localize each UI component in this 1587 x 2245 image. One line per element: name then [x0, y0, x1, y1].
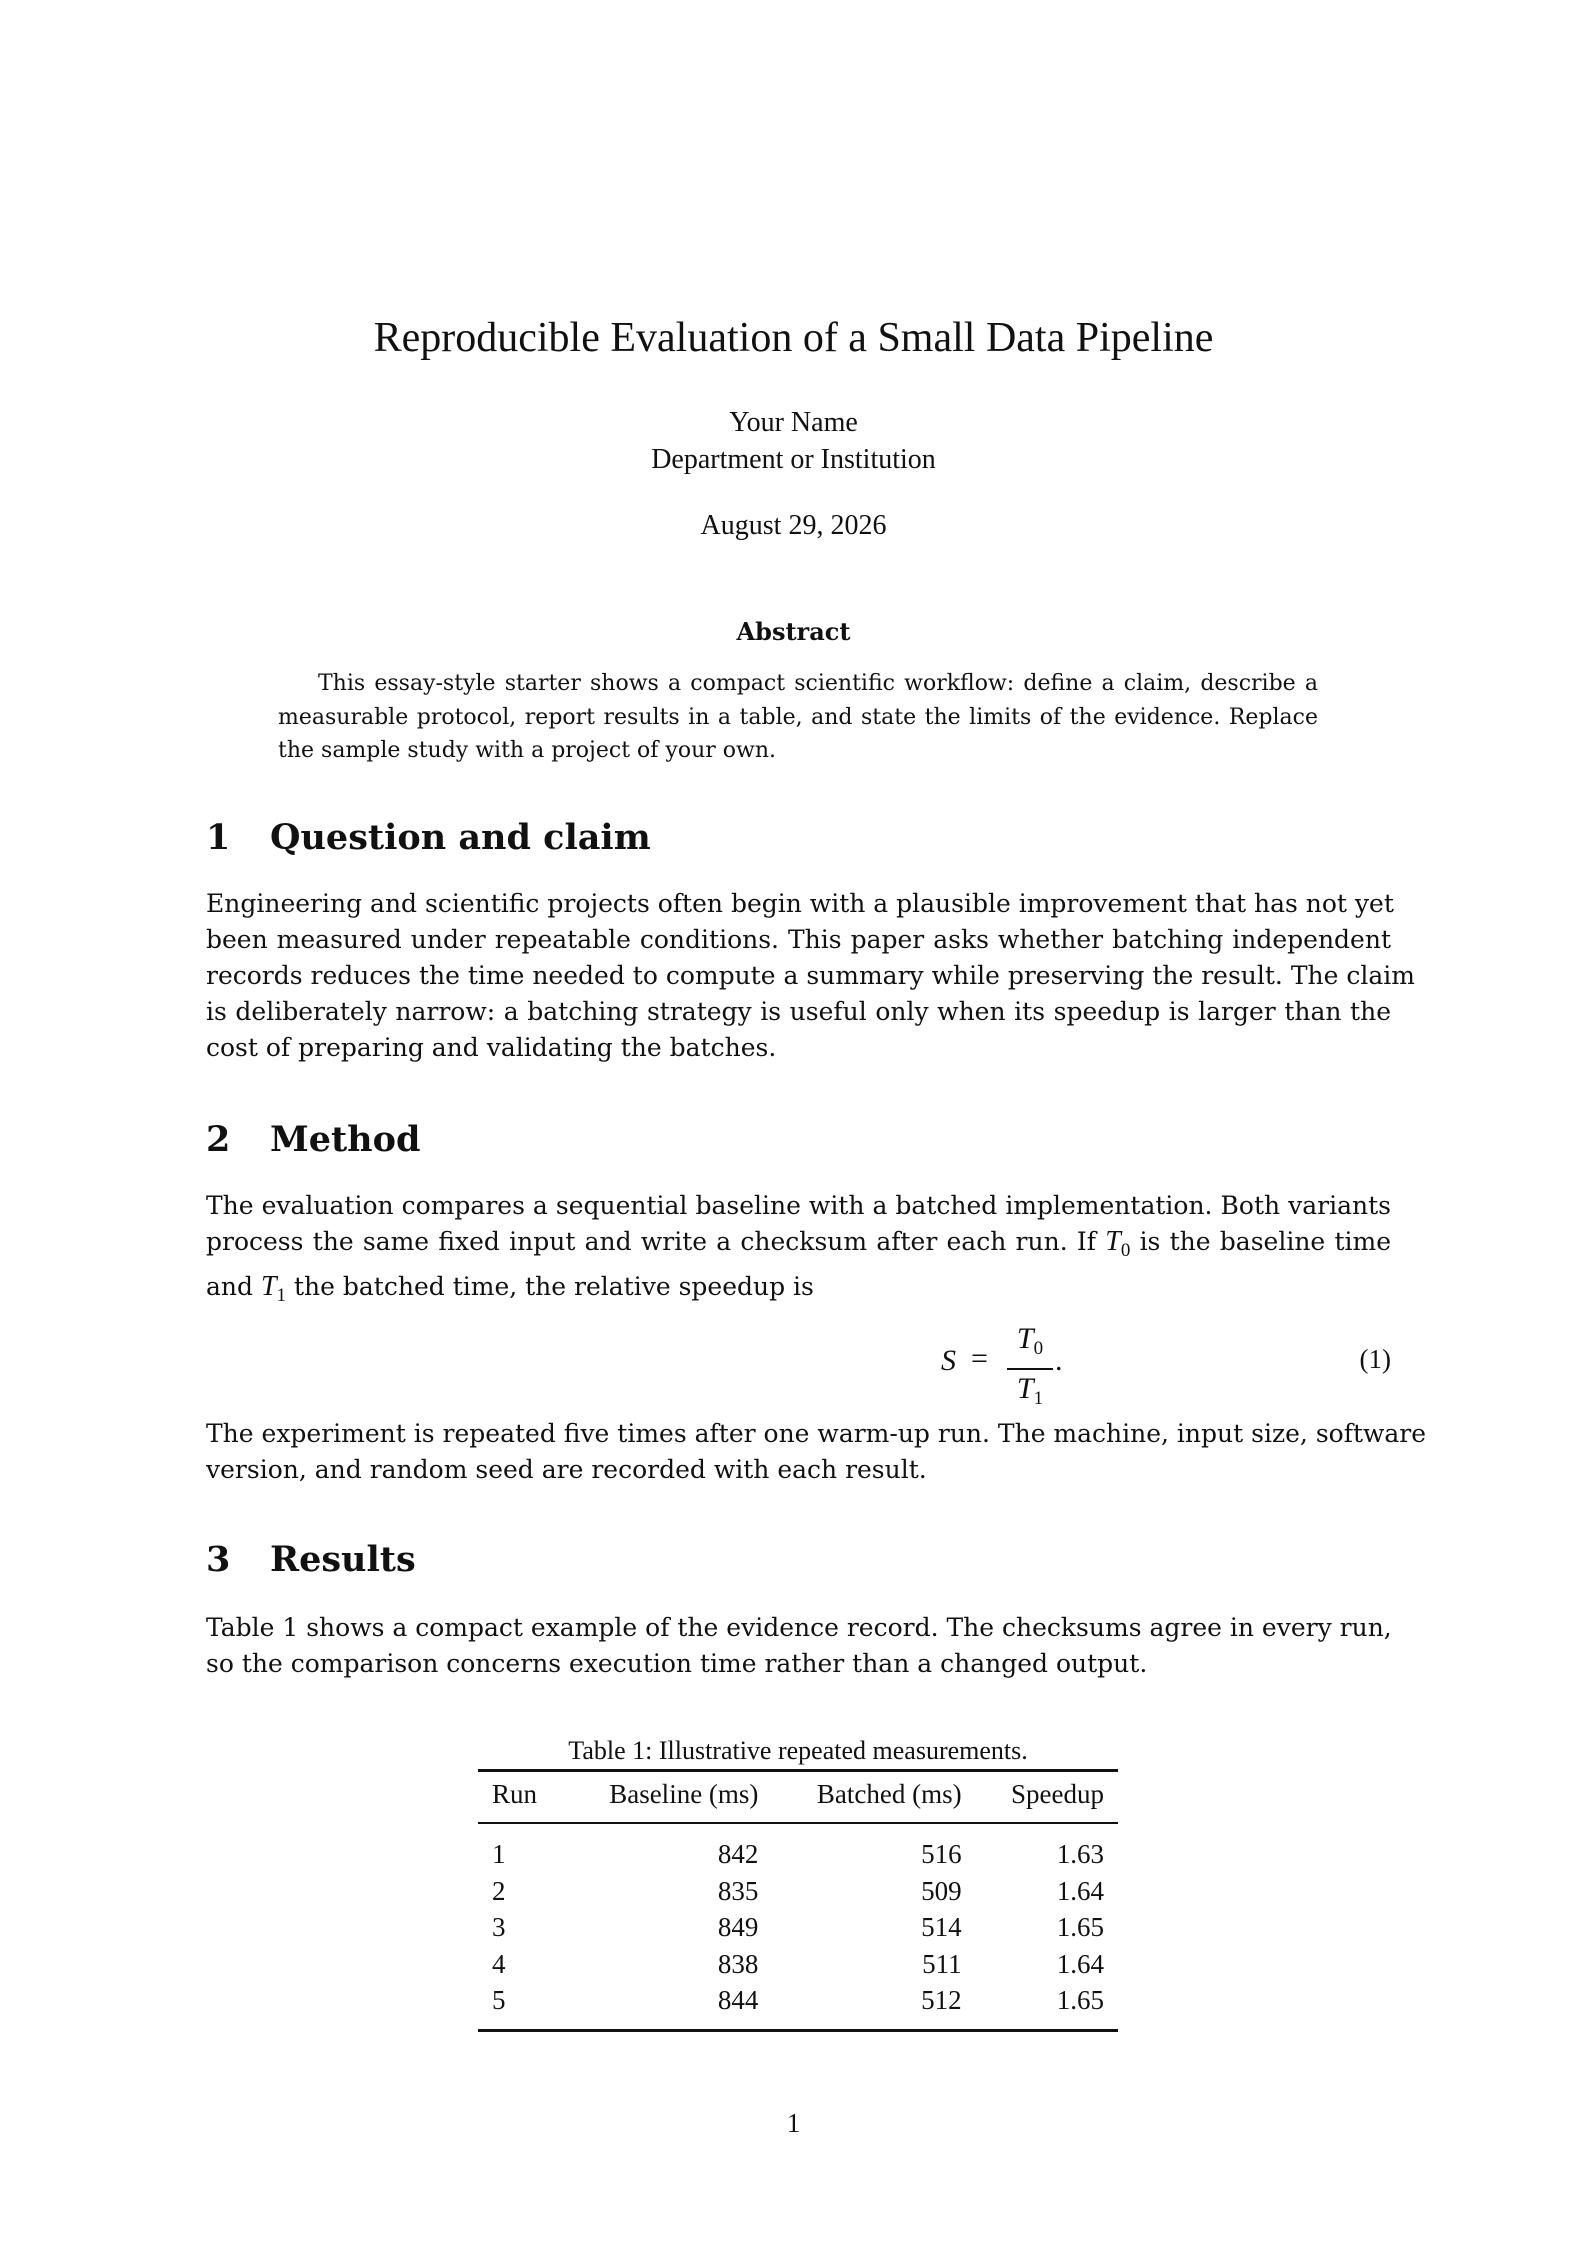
page-number: 1 [786, 2108, 801, 2138]
section-number: 3 [206, 1539, 231, 1580]
table-caption: Table 1: Illustrative repeated measurements. [568, 1736, 1028, 1765]
text-line: process the same fixed input and write a checksum after each run. If $T_0$ is the baseline time [206, 1226, 1391, 1261]
cell-speedup: 1.65 [1056, 1985, 1104, 2015]
cell-run: 2 [492, 1875, 506, 1906]
section-number: 1 [206, 817, 231, 858]
abstract-text: This essay-style starter shows a compact scientific workflow: define a claim, describe a measurable protocol, report results in a table, and state the limits of the evidence. Replace the sample study with a project of your own. [278, 671, 1318, 763]
text-line: Engineering and scientific projects often begin with a plausible improvement that has not yet [206, 889, 1394, 918]
inline-math-t0: $T_0$ [1105, 1226, 1131, 1261]
section-heading-3 [206, 1538, 416, 1582]
table-row [478, 1873, 1118, 1910]
text-line: been measured under repeatable conditions. This paper asks whether batching independent [206, 925, 1391, 954]
results-table [478, 1769, 1118, 2032]
text-line: cost of preparing and validating the batches. [206, 1033, 777, 1062]
cell-baseline: 849 [717, 1912, 759, 1942]
equation-equals: = [971, 1342, 988, 1375]
section-2-paragraph [206, 1188, 1391, 1314]
column-header-batched: Batched (ms) [816, 1779, 962, 1809]
cell-speedup: 1.63 [1056, 1839, 1104, 1869]
table-row [478, 1946, 1118, 1983]
text-line: is deliberately narrow: a batching strategy is useful only when its speedup is larger than the [206, 997, 1391, 1026]
cell-baseline: 844 [717, 1985, 759, 2015]
table-header-row [478, 1771, 1118, 1824]
section-title: Results [270, 1539, 416, 1580]
text-line: records reduces the time needed to compute a summary while preserving the result. The claim [206, 961, 1415, 990]
cell-run: 1 [492, 1839, 506, 1869]
cell-batched: 514 [921, 1912, 962, 1942]
cell-batched: 512 [921, 1985, 962, 2015]
results-table-block [478, 1733, 1118, 2032]
table-row [478, 1823, 1118, 1873]
equation-number: (1) [1359, 1344, 1391, 1374]
text-line: version, and random seed are recorded with each result. [206, 1455, 927, 1484]
section-title: Question and claim [270, 817, 651, 858]
section-2-paragraph-after [206, 1416, 1427, 1488]
section-heading-1 [206, 816, 651, 860]
text-line: The experiment is repeated five times after one warm-up run. The machine, input size, software [206, 1419, 1427, 1448]
cell-batched: 511 [922, 1948, 962, 1979]
speedup-equation [206, 1322, 1391, 1409]
section-title: Method [270, 1119, 421, 1160]
paper-date: August 29, 2026 [700, 510, 887, 541]
equation-fraction [1007, 1322, 1053, 1416]
column-header-run: Run [492, 1779, 538, 1809]
column-header-baseline: Baseline (ms) [609, 1779, 759, 1809]
abstract-heading: Abstract [736, 617, 851, 646]
table-row [478, 1982, 1118, 2030]
equation-denominator: $T_1$ [1016, 1372, 1044, 1409]
section-1-paragraph [206, 886, 1415, 1066]
section-3-paragraph [206, 1610, 1391, 1682]
section-number: 2 [206, 1119, 231, 1160]
column-header-speedup: Speedup [1011, 1779, 1104, 1809]
fraction-bar [1007, 1368, 1053, 1370]
equation-period: . [1055, 1344, 1063, 1377]
cell-baseline: 842 [717, 1839, 759, 1869]
equation-lhs: S [941, 1344, 956, 1377]
cell-run: 3 [492, 1912, 506, 1942]
text-line: The evaluation compares a sequential baseline with a batched implementation. Both variants [206, 1191, 1391, 1220]
cell-run: 4 [492, 1948, 506, 1979]
cell-speedup: 1.65 [1056, 1912, 1104, 1942]
text-line: Table 1 shows a compact example of the evidence record. The checksums agree in every run, [206, 1613, 1392, 1642]
equation-numerator: $T_0$ [1016, 1322, 1044, 1359]
cell-batched: 509 [921, 1875, 962, 1906]
affiliation: Department or Institution [651, 444, 936, 475]
table-row [478, 1909, 1118, 1946]
cell-speedup: 1.64 [1056, 1875, 1104, 1906]
paper-title: Reproducible Evaluation of a Small Data Pipeline [373, 315, 1214, 361]
cell-batched: 516 [921, 1839, 962, 1869]
section-heading-2 [206, 1118, 420, 1162]
inline-math-t1: $T_1$ [260, 1271, 287, 1306]
cell-speedup: 1.64 [1056, 1948, 1104, 1979]
cell-baseline: 838 [717, 1948, 759, 1979]
text-line: and $T_1$ the batched time, the relative speedup is [206, 1271, 814, 1306]
cell-baseline: 835 [717, 1875, 759, 1906]
cell-run: 5 [492, 1985, 506, 2015]
text-line: so the comparison concerns execution time rather than a changed output. [206, 1649, 1148, 1678]
author-name: Your Name [729, 407, 858, 438]
